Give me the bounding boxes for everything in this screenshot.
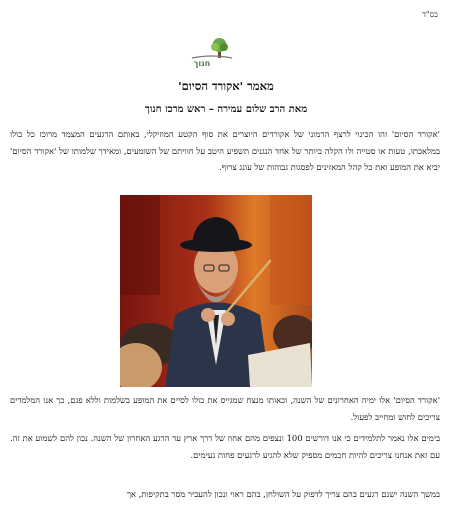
paragraph-3: בימים אלו נאמר לתלמידים כי אנו דורשים 100 ונצפים מהם אחוז של דרך ארץ עד הרגע האחרון של השנה. נכון להם לשמוע את זה. עם זאת אנחנו צריכים להיות חכמים מספיק שלא להגיע לרגעים פחות נעימים. bbox=[10, 433, 440, 460]
article-byline: מאת הרב שלום עמירה – ראש מרכז חנוך bbox=[144, 104, 308, 115]
article-title: מאמר 'אקורד הסיום' bbox=[178, 79, 274, 93]
paragraph-4: במשך השנה ישנם רגעים בהם צריך לדפוק על השולחן, בהם ראוי ונכון להעביר מסר בתקיפות, אך bbox=[126, 489, 440, 499]
bsd-header: בס"ד bbox=[422, 10, 438, 19]
paragraph-1: 'אקורד הסיום' זהו הכינוי לרצף הרמוני של אקורדים היוצרים את סוף הקטע המוזיקלי, באותם הרגעים המצמד מרוכז כל כולו במלאכתו, טעות או סטייה ולו הקלה ביותר של אחד הנגנים תשפיע היטב על חוויתם של השומעים, ומאידך שלמותו של 'אקורד הסיום' יביא את המופע ואת כל קהל המאזינים לפסגות גבוהות של עונג צרוף. bbox=[10, 129, 440, 172]
tree-icon bbox=[211, 38, 228, 58]
logo bbox=[188, 36, 236, 68]
logo-text: חנוך bbox=[193, 59, 211, 68]
conductor-photo bbox=[120, 195, 312, 387]
paragraph-2: 'אקורד הסיום' אלו ימיה האחרונים של השנה, וכאותו מנצח שמגייס את כולו לסיים את המופע בשלמות וללא פגם, כך אנו המלמדים צריכים לחוש ומחייב לפעול. bbox=[10, 395, 440, 422]
